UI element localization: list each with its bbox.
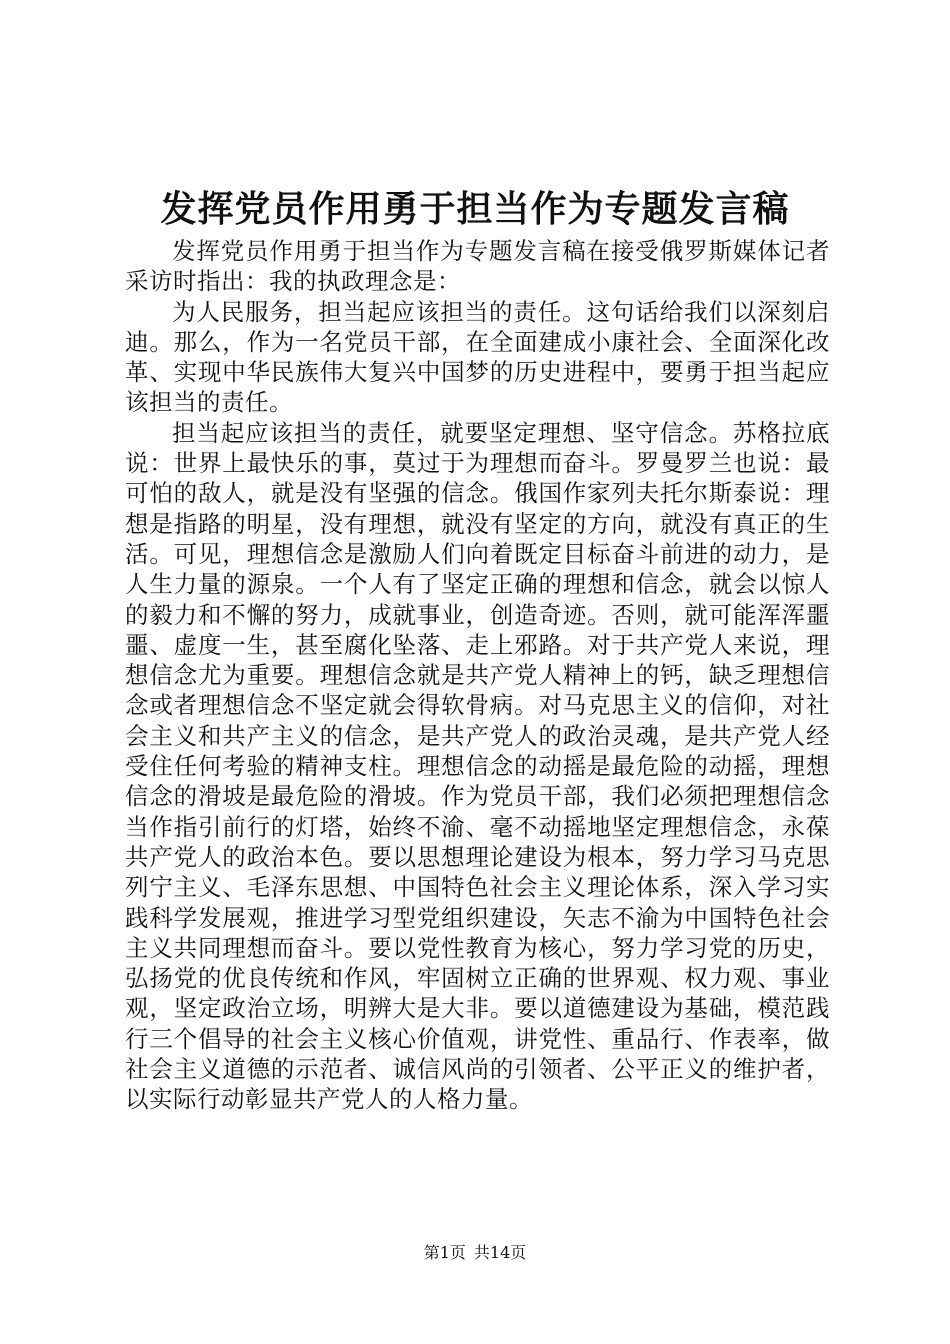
paragraph: 担当起应该担当的责任，就要坚定理想、坚守信念。苏格拉底说：世界上最快乐的事，莫过于为理想而奋斗。罗曼罗兰也说：最可怕的敌人，就是没有坚强的信念。俄国作家列夫托尔斯泰说：理想是指路的明星，没有理想，就没有坚定的方向，就没有真正的生活。可见，理想信念是激励人们向着既定目标奋斗前进的动力，是人生力量的源泉。一个人有了坚定正确的理想和信念，就会以惊人的毅力和不懈的努力，成就事业，创造奇迹。否则，就可能浑浑噩噩、虚度一生，甚至腐化坠落、走上邪路。对于共产党人来说，理想信念尤为重要。理想信念就是共产党人精神上的钙，缺乏理想信念或者理想信念不坚定就会得软骨病。对马克思主义的信仰，对社会主义和共产主义的信念，是共产党人的政治灵魂，是共产党人经受住任何考验的精神支柱。理想信念的动摇是最危险的动摇，理想信念的滑坡是最危险的滑坡。作为党员干部，我们必须把理想信念当作指引前行的灯塔，始终不渝、毫不动摇地坚定理想信念，永葆共产党人的政治本色。要以思想理论建设为根本，努力学习马克思列宁主义、毛泽东思想、中国特色社会主义理论体系，深入学习实践科学发展观，推进学习型党组织建设，矢志不渝为中国特色社会主义共同理想而奋斗。要以党性教育为核心，努力学习党的历史，弘扬党的优良传统和作风，牢固树立正确的世界观、权力观、事业观，坚定政治立场，明辨大是大非。要以道德建设为基础，模范践行三个倡导的社会主义核心价值观，讲党性、重品行、作表率，做社会主义道德的示范者、诚信风尚的引领者、公平正义的维护者，以实际行动彰显共产党人的人格力量。 bbox=[125, 418, 830, 1114]
page-footer bbox=[0, 1242, 950, 1264]
paragraph: 为人民服务，担当起应该担当的责任。这句话给我们以深刻启迪。那么，作为一名党员干部，在全面建成小康社会、全面深化改革、实现中华民族伟大复兴中国梦的历史进程中，要勇于担当起应该担当的责任。 bbox=[125, 297, 830, 417]
page-number: 第1页 bbox=[423, 1243, 466, 1262]
document-body bbox=[125, 236, 830, 1115]
total-pages: 共14页 bbox=[473, 1243, 527, 1262]
page-title: 发挥党员作用勇于担当作为专题发言稿 bbox=[160, 188, 790, 230]
paragraph: 发挥党员作用勇于担当作为专题发言稿在接受俄罗斯媒体记者采访时指出：我的执政理念是： bbox=[125, 237, 830, 296]
